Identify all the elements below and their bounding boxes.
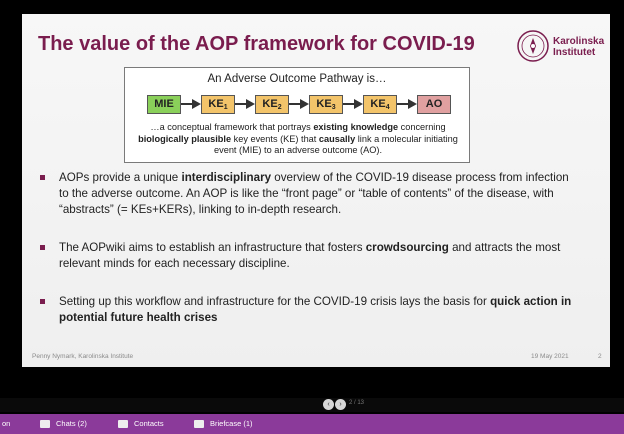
footer-page-number: 2 — [598, 353, 602, 360]
chat-icon — [40, 420, 50, 428]
aop-node-ke1: $KE_1$ — [201, 95, 235, 114]
slide: The value of the AOP framework for COVID-19 Karolinska Institutet An Adverse Outcome Pathway is… MIE $KE_1$ $KE_2$ $KE_3$ $KE_4$ AO …a conceptual framework that portrays existing knowledge concerning biologically plausible key events (KE) that causally link a molecular initiating event (MIE) to an adverse outcome (AO). AOPs provide a unique interdisciplinary overview of the COVID-19 disease process from infection to the adverse outcome. An AOP is like the “front page” or “table of contents” of the disease, with “abstracts” (= KEs+KERs), linking to in-depth research. The AOPwiki aims to establish an infrastructure that fosters crowdsourcing and attracts the most relevant minds for each necessary discipline. Setting up this workflow and infrastructure for the COVID-19 crisis lays the basis for quick action in potential future health crises Penny Nymark, Karolinska Institute 19 May 2021 2 — [22, 14, 610, 367]
footer-date: 19 May 2021 — [531, 353, 569, 360]
arrow-icon — [246, 99, 255, 109]
taskbar — [0, 414, 624, 434]
taskbar-item-contacts[interactable]: Contacts — [118, 414, 164, 434]
aop-node-mie: MIE — [147, 95, 181, 114]
aop-node-ke4: $KE_4$ — [363, 95, 397, 114]
taskbar-item-chats[interactable]: Chats (2) — [40, 414, 87, 434]
previous-slide-button[interactable]: ‹ — [323, 399, 334, 410]
arrow-icon — [300, 99, 309, 109]
aop-chain — [147, 95, 457, 115]
next-slide-button[interactable]: › — [335, 399, 346, 410]
taskbar-item-truncated[interactable]: on — [2, 419, 11, 428]
bullet-marker — [40, 245, 45, 250]
aop-node-ke3: $KE_3$ — [309, 95, 343, 114]
player-controls — [0, 398, 624, 412]
bullet-marker — [40, 175, 45, 180]
aop-node-ao: AO — [417, 95, 451, 114]
aop-heading: An Adverse Outcome Pathway is… — [207, 73, 387, 85]
karolinska-logo — [515, 26, 605, 72]
aop-caption: …a conceptual framework that portrays existing knowledge concerning biologically plausible key events (KE) that causally link a molecular initiating event (MIE) to an adverse outcome (AO). — [138, 122, 458, 155]
aop-node-ke2: $KE_2$ — [255, 95, 289, 114]
contacts-icon — [118, 420, 128, 428]
logo-text: Karolinska Institutet — [553, 36, 605, 58]
arrow-icon — [354, 99, 363, 109]
bullet-marker — [40, 299, 45, 304]
taskbar-item-briefcase[interactable]: Briefcase (1) — [194, 414, 253, 434]
arrow-icon — [408, 99, 417, 109]
briefcase-icon — [194, 420, 204, 428]
footer-author: Penny Nymark, Karolinska Institute — [32, 353, 134, 360]
slide-counter: 2 / 13 — [349, 400, 365, 406]
slide-title: The value of the AOP framework for COVID-19 — [38, 33, 475, 55]
seal-icon — [515, 26, 551, 70]
arrow-icon — [192, 99, 201, 109]
aop-definition-box — [124, 67, 470, 163]
